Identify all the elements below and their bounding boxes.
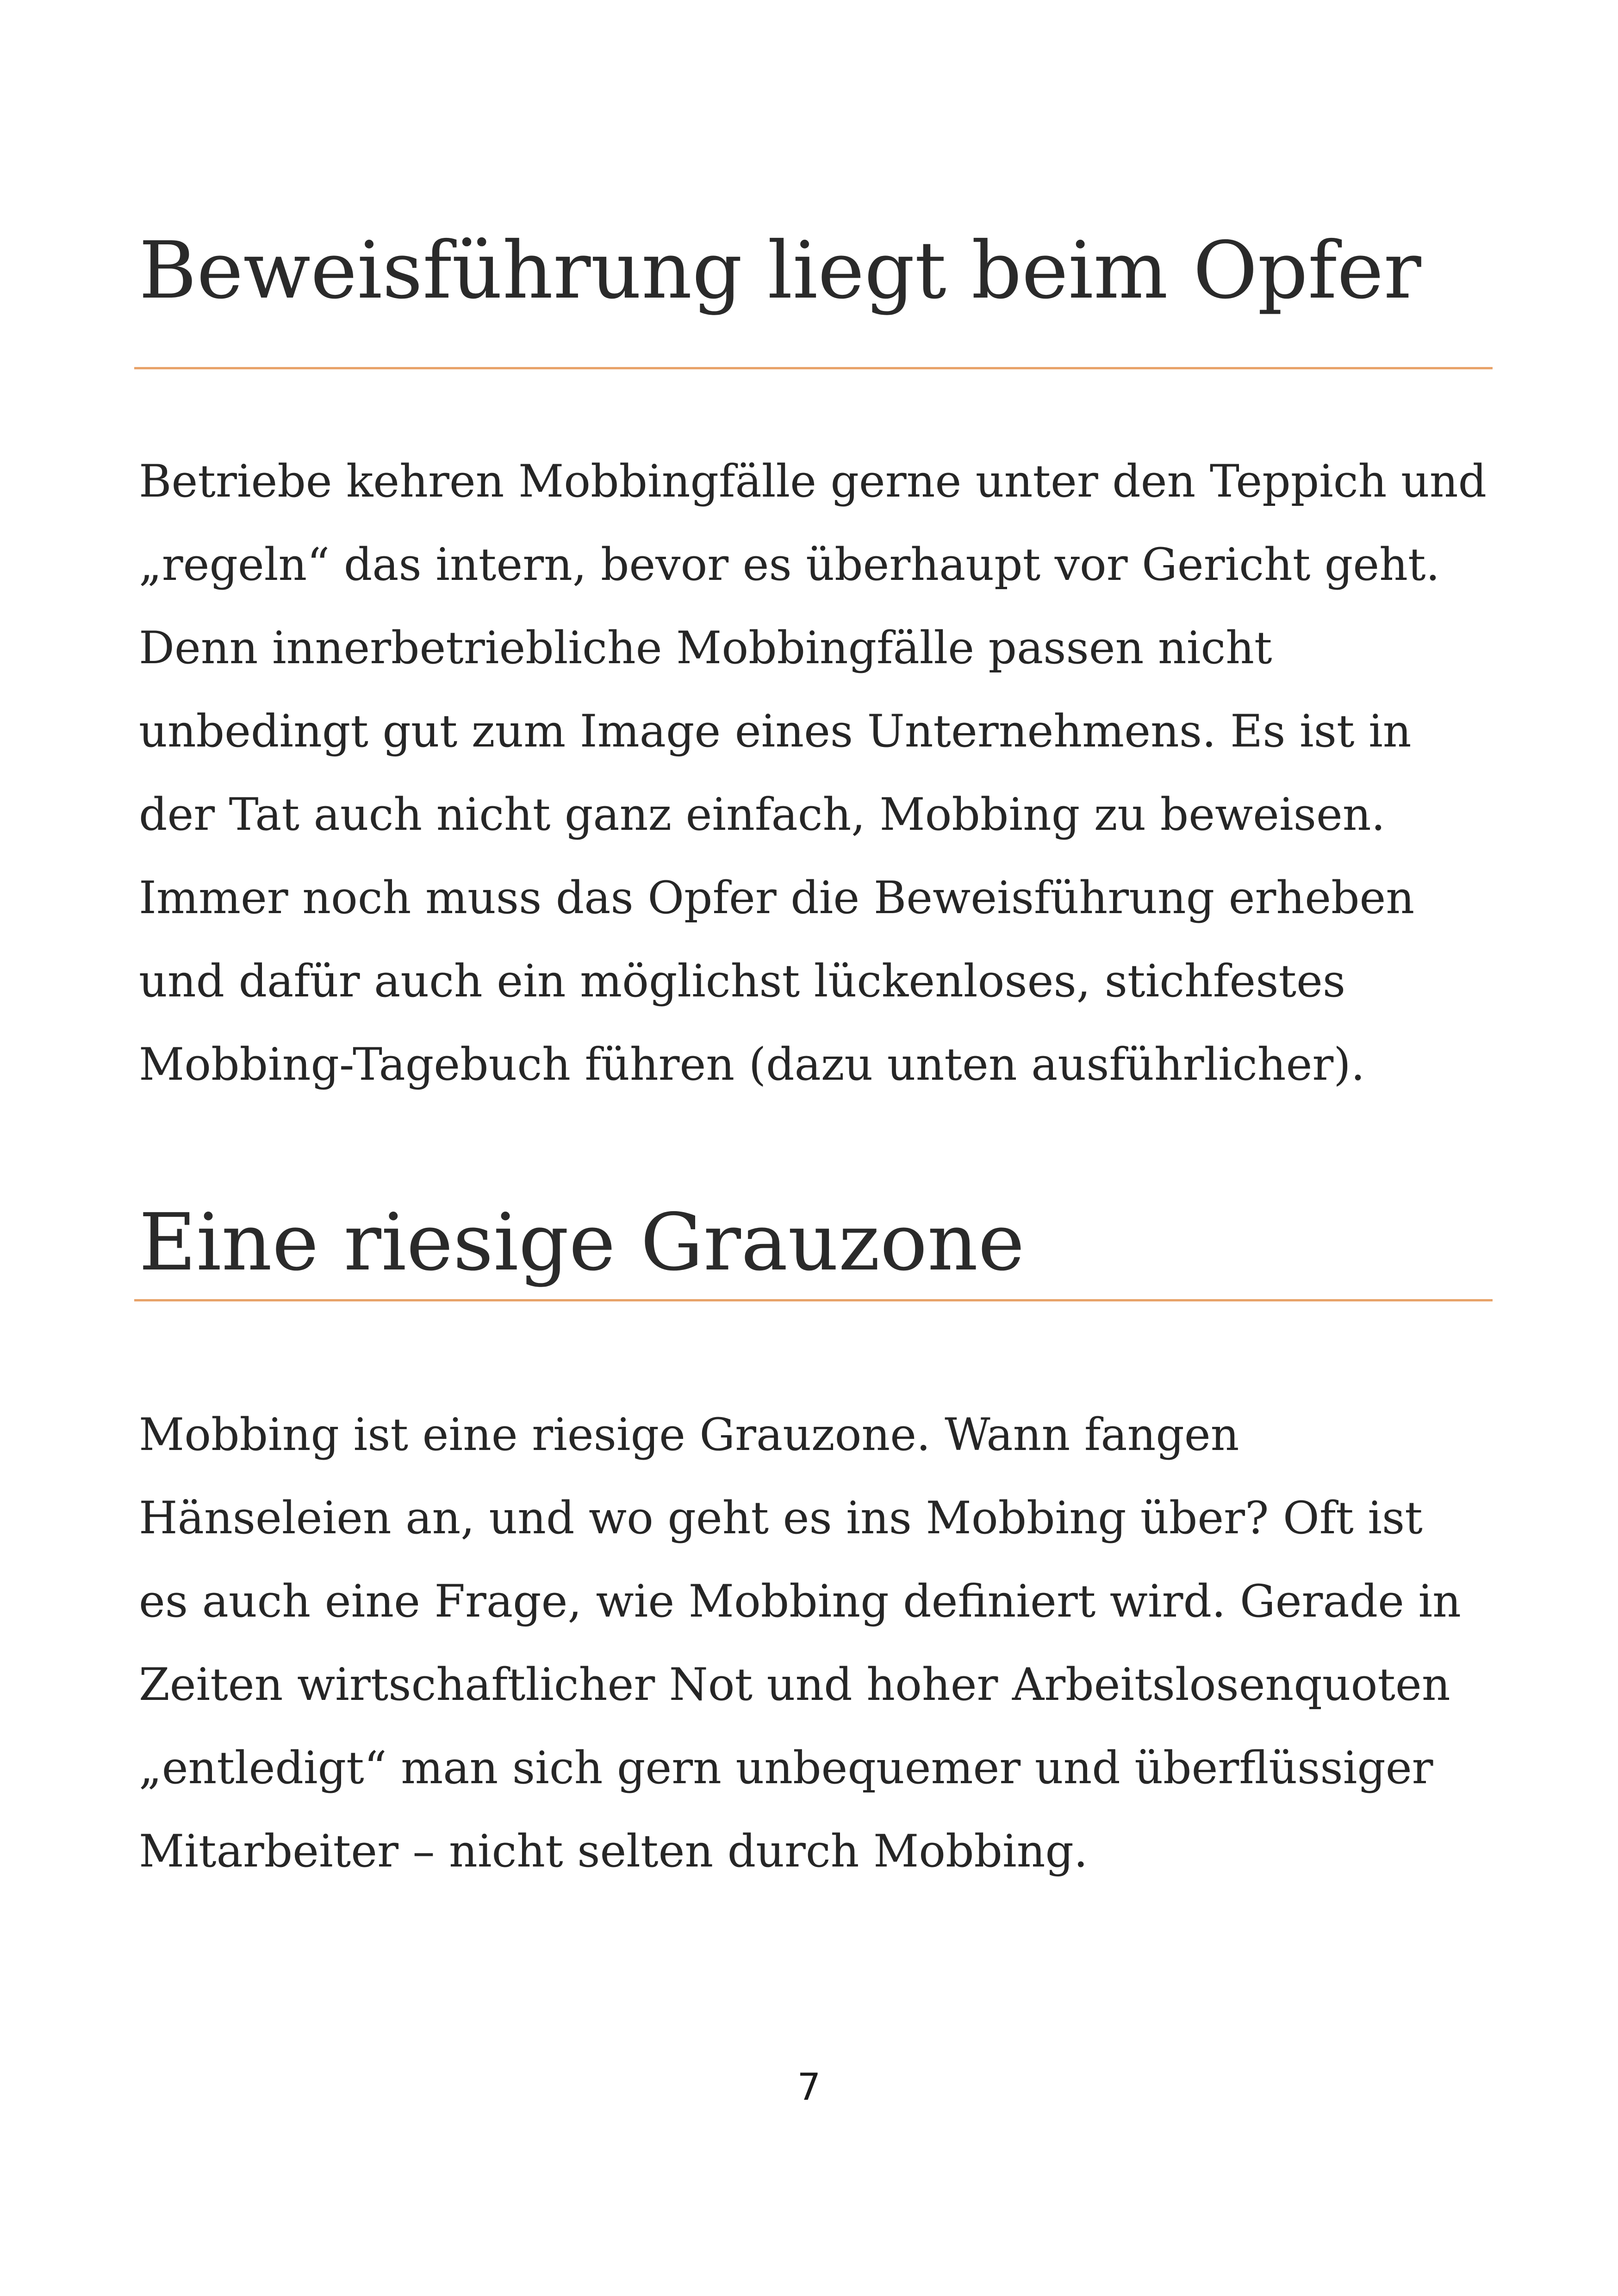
text-line: Zeiten wirtschaftlicher Not und hoher Arbeitslosenquoten <box>139 1659 1450 1711</box>
text-line: „entledigt“ man sich gern unbequemer und überflüssiger <box>139 1742 1433 1794</box>
paragraph-grauzone <box>139 1393 1527 1893</box>
text-line: unbedingt gut zum Image eines Unternehmens. Es ist in <box>139 705 1412 757</box>
paragraph-beweisfuehrung <box>139 440 1527 1106</box>
text-line: Mobbing ist eine riesige Grauzone. Wann fangen <box>139 1409 1239 1461</box>
text-line: es auch eine Frage, wie Mobbing definiert wird. Gerade in <box>139 1575 1461 1627</box>
text-line: Immer noch muss das Opfer die Beweisführung erheben <box>139 872 1415 924</box>
text-line: Hänseleien an, und wo geht es ins Mobbing über? Oft ist <box>139 1492 1423 1544</box>
section-heading-beweisfuehrung: Beweisführung liegt beim Opfer <box>139 225 1421 317</box>
section-heading-grauzone: Eine riesige Grauzone <box>139 1197 1025 1288</box>
text-line: Mitarbeiter – nicht selten durch Mobbing. <box>139 1825 1088 1877</box>
text-line: Betriebe kehren Mobbingfälle gerne unter den Teppich und <box>139 455 1487 507</box>
text-line: Mobbing-Tagebuch führen (dazu unten ausführlicher). <box>139 1039 1365 1090</box>
text-line: und dafür auch ein möglichst lückenloses, stichfestes <box>139 955 1346 1007</box>
heading-underline <box>134 1299 1493 1301</box>
page-number: 7 <box>797 2066 821 2109</box>
text-line: „regeln“ das intern, bevor es überhaupt vor Gericht geht. <box>139 539 1440 591</box>
text-line: der Tat auch nicht ganz einfach, Mobbing zu beweisen. <box>139 789 1386 840</box>
heading-underline <box>134 367 1493 369</box>
text-line: Denn innerbetriebliche Mobbingfälle passen nicht <box>139 622 1272 674</box>
